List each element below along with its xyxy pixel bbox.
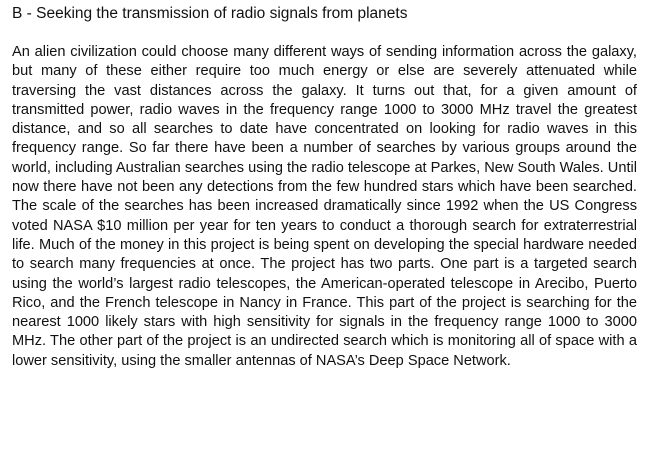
section-paragraph: An alien civilization could choose many different ways of sending information across the galaxy, but many of these either require too much energy or else are severely attenuated while traversing the vast distances across the galaxy. It turns out that, for a given amount of transmitted power, radio waves in the frequency range 1000 to 3000 MHz travel the greatest distance, and so all searches to date have concentrated on looking for radio waves in this frequency range. So far there have been a number of searches by various groups around the world, including Australian searches using the radio telescope at Parkes, New South Wales. Until now there have not been any detections from the few hundred stars which have been searched. The scale of the searches has been increased dramatically since 1992 when the US Congress voted NASA $10 million per year for ten years to conduct a thorough search for extraterrestrial life. Much of the money in this project is being spent on developing the special hardware needed to search many frequencies at once. The project has two parts. One part is a targeted search using the world’s largest radio telescopes, the American-operated telescope in Arecibo, Puerto Rico, and the French telescope in Nancy in France. This part of the project is searching for the nearest 1000 likely stars with high sensitivity for signals in the frequency range 1000 to 3000 MHz. The other part of the project is an undirected search which is monitoring all of space with a lower sensitivity, using the smaller antennas of NASA’s Deep Space Network.: [12, 44, 637, 369]
document-section: [12, 4, 637, 371]
section-heading: B - Seeking the transmission of radio signals from planets: [12, 5, 408, 22]
